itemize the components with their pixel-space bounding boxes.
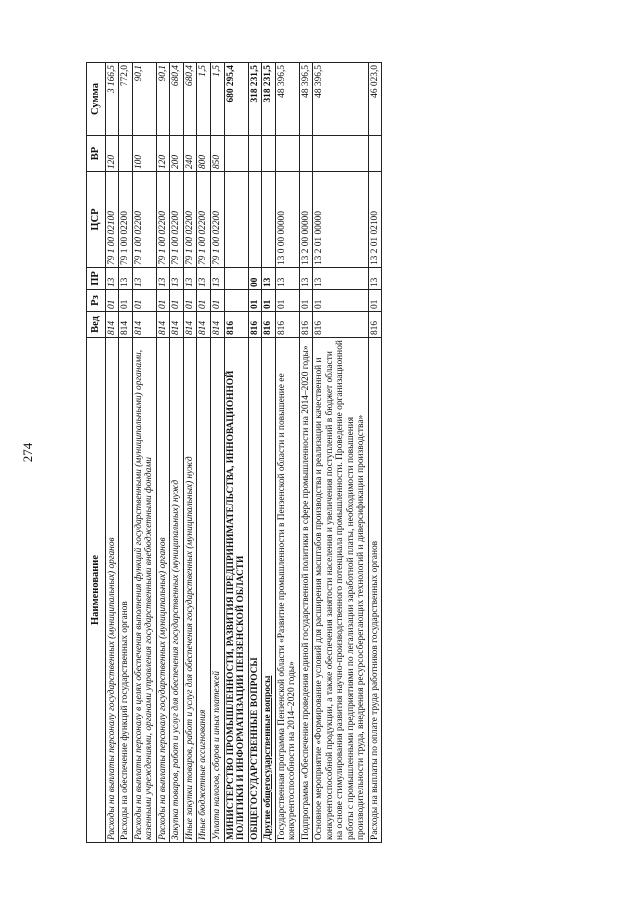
cell-pr: 13 bbox=[211, 268, 225, 290]
cell-ved: 816 bbox=[248, 312, 262, 338]
budget-table-sheet bbox=[86, 63, 591, 843]
table-row bbox=[183, 63, 197, 843]
cell-name: ОБЩЕГОСУДАРСТВЕННЫЕ ВОПРОСЫ bbox=[248, 338, 262, 843]
cell-vr bbox=[262, 136, 276, 172]
page-number: 274 bbox=[20, 442, 35, 463]
cell-csr: 13 0 00 00000 bbox=[275, 172, 299, 268]
cell-rz: 01 bbox=[183, 290, 197, 312]
header-rz: Рз bbox=[87, 290, 106, 312]
cell-vr: 120 bbox=[105, 136, 119, 172]
cell-vr bbox=[313, 136, 369, 172]
cell-ved: 816 bbox=[275, 312, 299, 338]
cell-rz: 01 bbox=[313, 290, 369, 312]
table-row bbox=[170, 63, 184, 843]
header-name: Наименование bbox=[87, 338, 106, 843]
cell-rz: 01 bbox=[248, 290, 262, 312]
cell-csr: 79 1 00 02200 bbox=[183, 172, 197, 268]
cell-rz: 01 bbox=[119, 290, 133, 312]
cell-sum: 772,0 bbox=[119, 63, 133, 136]
table-row bbox=[224, 63, 248, 843]
table-row bbox=[248, 63, 262, 843]
cell-csr: 79 1 00 02200 bbox=[197, 172, 211, 268]
cell-rz: 01 bbox=[105, 290, 119, 312]
cell-csr: 79 1 00 02100 bbox=[105, 172, 119, 268]
cell-name: Расходы на выплаты персоналу в целях обеспечения выполнения функций государственными (муниципальными) органами, казенными учреждениями, органами управления государственными внебюджетными фондами bbox=[132, 338, 156, 843]
cell-rz: 01 bbox=[275, 290, 299, 312]
cell-name: Расходы на обеспечение функций государственных органов bbox=[119, 338, 133, 843]
cell-pr: 13 bbox=[197, 268, 211, 290]
cell-ved: 814 bbox=[211, 312, 225, 338]
cell-sum: 680,4 bbox=[183, 63, 197, 136]
cell-vr: 240 bbox=[183, 136, 197, 172]
cell-csr: 79 1 00 02200 bbox=[132, 172, 156, 268]
cell-rz bbox=[224, 290, 248, 312]
cell-name: Иные закупки товаров, работ и услуг для обеспечения государственных (муниципальных) нужд bbox=[183, 338, 197, 843]
table-row bbox=[368, 63, 382, 843]
cell-pr: 13 bbox=[368, 268, 382, 290]
cell-vr: 100 bbox=[132, 136, 156, 172]
cell-csr bbox=[248, 172, 262, 268]
cell-csr: 79 1 00 02200 bbox=[119, 172, 133, 268]
cell-pr: 13 bbox=[183, 268, 197, 290]
cell-name: Подпрограмма «Обеспечение проведения единой государственной политики в сфере промышленности на 2014–2020 годы» bbox=[299, 338, 313, 843]
cell-name: Государственная программа Пензенской области «Развитие промышленности в Пензенской области и повышение ее конкурентоспособности на 2014–2020 годы» bbox=[275, 338, 299, 843]
header-vr: ВР bbox=[87, 136, 106, 172]
cell-rz: 01 bbox=[368, 290, 382, 312]
cell-pr: 13 bbox=[132, 268, 156, 290]
cell-rz: 01 bbox=[262, 290, 276, 312]
cell-ved: 814 bbox=[170, 312, 184, 338]
cell-name: Расходы на выплаты по оплате труда работников государственных органов bbox=[368, 338, 382, 843]
cell-sum: 46 023,0 bbox=[368, 63, 382, 136]
cell-csr: 13 2 01 02100 bbox=[368, 172, 382, 268]
cell-pr: 13 bbox=[170, 268, 184, 290]
cell-ved: 816 bbox=[224, 312, 248, 338]
cell-ved: 816 bbox=[313, 312, 369, 338]
cell-name: Другие общегосударственные вопросы bbox=[262, 338, 276, 843]
header-csr: ЦСР bbox=[87, 172, 106, 268]
cell-ved: 814 bbox=[105, 312, 119, 338]
budget-table bbox=[86, 62, 382, 843]
table-row bbox=[299, 63, 313, 843]
cell-ved: 814 bbox=[156, 312, 170, 338]
cell-sum: 680,4 bbox=[170, 63, 184, 136]
cell-rz: 01 bbox=[299, 290, 313, 312]
cell-csr: 79 1 00 02200 bbox=[170, 172, 184, 268]
cell-sum: 318 231,5 bbox=[262, 63, 276, 136]
cell-pr: 00 bbox=[248, 268, 262, 290]
cell-sum: 680 295,4 bbox=[224, 63, 248, 136]
cell-vr: 200 bbox=[170, 136, 184, 172]
cell-csr bbox=[224, 172, 248, 268]
cell-pr: 13 bbox=[299, 268, 313, 290]
table-row bbox=[275, 63, 299, 843]
cell-ved: 814 bbox=[197, 312, 211, 338]
cell-sum: 48 396,5 bbox=[313, 63, 369, 136]
table-header-row bbox=[87, 63, 106, 843]
cell-ved: 816 bbox=[262, 312, 276, 338]
table-row bbox=[197, 63, 211, 843]
cell-ved: 814 bbox=[132, 312, 156, 338]
header-sum: Сумма bbox=[87, 63, 106, 136]
cell-ved: 816 bbox=[299, 312, 313, 338]
cell-pr: 13 bbox=[313, 268, 369, 290]
cell-sum: 48 396,5 bbox=[299, 63, 313, 136]
table-row bbox=[262, 63, 276, 843]
cell-pr: 13 bbox=[119, 268, 133, 290]
cell-rz: 01 bbox=[132, 290, 156, 312]
cell-sum: 48 396,5 bbox=[275, 63, 299, 136]
cell-sum: 1,5 bbox=[197, 63, 211, 136]
table-row bbox=[119, 63, 133, 843]
cell-name: Уплата налогов, сборов и иных платежей bbox=[211, 338, 225, 843]
cell-sum: 90,1 bbox=[156, 63, 170, 136]
table-row bbox=[313, 63, 369, 843]
cell-csr bbox=[262, 172, 276, 268]
cell-rz: 01 bbox=[211, 290, 225, 312]
cell-sum: 318 231,5 bbox=[248, 63, 262, 136]
header-pr: ПР bbox=[87, 268, 106, 290]
cell-pr: 13 bbox=[105, 268, 119, 290]
cell-pr: 13 bbox=[156, 268, 170, 290]
cell-vr bbox=[224, 136, 248, 172]
cell-vr bbox=[368, 136, 382, 172]
cell-vr bbox=[299, 136, 313, 172]
table-body bbox=[105, 63, 382, 843]
cell-vr bbox=[275, 136, 299, 172]
cell-ved: 816 bbox=[368, 312, 382, 338]
header-ved: Вед bbox=[87, 312, 106, 338]
cell-vr bbox=[248, 136, 262, 172]
cell-rz: 01 bbox=[197, 290, 211, 312]
cell-vr: 800 bbox=[197, 136, 211, 172]
cell-name: МИНИСТЕРСТВО ПРОМЫШЛЕННОСТИ, РАЗВИТИЯ ПРЕДПРИНИМАТЕЛЬСТВА, ИННОВАЦИОННОЙ ПОЛИТИКИ И ИНФОРМАТИЗАЦИИ ПЕНЗЕНСКОЙ ОБЛАСТИ bbox=[224, 338, 248, 843]
cell-rz: 01 bbox=[170, 290, 184, 312]
cell-rz: 01 bbox=[156, 290, 170, 312]
cell-name: Иные бюджетные ассигнования bbox=[197, 338, 211, 843]
table-row bbox=[211, 63, 225, 843]
cell-name: Закупка товаров, работ и услуг для обеспечения государственных (муниципальных) нужд bbox=[170, 338, 184, 843]
cell-csr: 79 1 00 02200 bbox=[156, 172, 170, 268]
cell-sum: 3 166,5 bbox=[105, 63, 119, 136]
cell-vr: 120 bbox=[156, 136, 170, 172]
cell-sum: 1,5 bbox=[211, 63, 225, 136]
cell-csr: 13 2 00 00000 bbox=[299, 172, 313, 268]
table-row bbox=[105, 63, 119, 843]
cell-pr bbox=[224, 268, 248, 290]
cell-vr: 850 bbox=[211, 136, 225, 172]
cell-name: Расходы на выплаты персоналу государственных (муниципальных) органов bbox=[156, 338, 170, 843]
cell-ved: 814 bbox=[119, 312, 133, 338]
cell-name: Расходы на выплаты персоналу государственных (муниципальных) органов bbox=[105, 338, 119, 843]
cell-ved: 814 bbox=[183, 312, 197, 338]
cell-csr: 13 2 01 00000 bbox=[313, 172, 369, 268]
cell-pr: 13 bbox=[262, 268, 276, 290]
table-row bbox=[132, 63, 156, 843]
cell-pr: 13 bbox=[275, 268, 299, 290]
cell-vr bbox=[119, 136, 133, 172]
cell-sum: 90,1 bbox=[132, 63, 156, 136]
cell-csr: 79 1 00 02200 bbox=[211, 172, 225, 268]
cell-name: Основное мероприятие «Формирование условий для расширения масштабов производства и реализации качественной и конкурентоспособной продукции, а также обеспечения занятости населения и увеличения поступлений в бюджет области на основе стимулирования развития научно-производственного потенциала промышленности. Проведение организационной работы с промышленными предприятиями по легализации заработной платы, необходимости повышения производительности труда, внедрения ресурсосберегающих технологий и диверсификации производства» bbox=[313, 338, 369, 843]
table-row bbox=[156, 63, 170, 843]
